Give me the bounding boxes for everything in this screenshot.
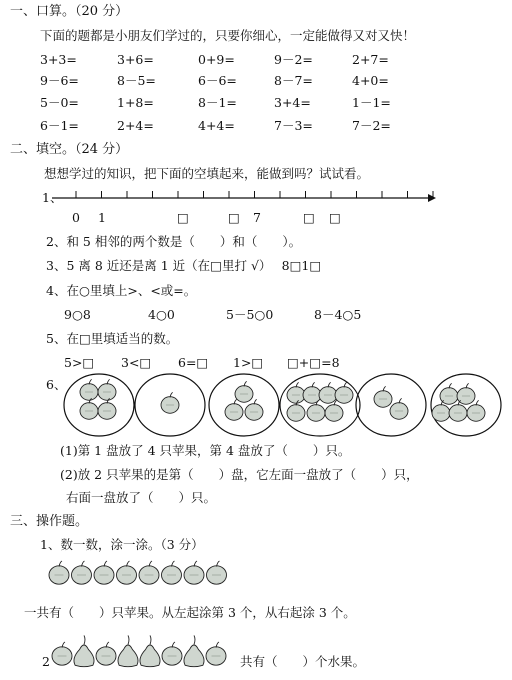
- q6-c: 右面一盘放了（ ）只。: [66, 490, 217, 505]
- arith-item: 4+4=: [198, 118, 235, 133]
- apple-icon: [374, 386, 392, 407]
- apple-icon: [98, 398, 116, 419]
- arith-item: 1－1=: [352, 95, 391, 110]
- apple-icon: [225, 399, 243, 420]
- apple-icon: [94, 561, 114, 584]
- q3-text: 3、5 离 8 近还是离 1 近（在□里打 √） 8□1□: [46, 258, 322, 273]
- plate: [356, 374, 426, 436]
- arith-item: 7－3=: [274, 118, 313, 133]
- s3-q1-answer: 一共有（ ）只苹果。从左起涂第 3 个，从右起涂 3 个。: [24, 605, 356, 620]
- fill-item: 6=□: [178, 355, 209, 370]
- apple-icon: [52, 642, 72, 665]
- q6-number: 6、: [46, 377, 67, 392]
- q1-number: 1、: [42, 190, 63, 205]
- section3-heading: 三、操作题。: [10, 514, 89, 529]
- q2-text: 2、和 5 相邻的两个数是（ ）和（ ）。: [46, 234, 302, 249]
- apple-icon: [245, 399, 263, 420]
- apple-icon: [96, 642, 116, 665]
- apple-icon: [161, 392, 179, 413]
- pear-icon: [74, 635, 94, 666]
- section1-heading: 一、口算。（20 分）: [10, 4, 129, 19]
- arith-item: 6－6=: [198, 73, 237, 88]
- apple-icon: [162, 561, 182, 584]
- apple-icon: [307, 400, 325, 421]
- number-line-arrow-icon: [428, 194, 436, 202]
- fill-item: 3<□: [121, 355, 152, 370]
- arith-item: 9－6=: [40, 73, 79, 88]
- arith-item: 7－2=: [352, 118, 391, 133]
- apple-icon: [80, 379, 98, 400]
- apple-icon: [207, 561, 227, 584]
- section1-instruction: 下面的题都是小朋友们学过的，只要你细心，一定能做得又对又快！: [40, 28, 416, 43]
- plate: [280, 374, 360, 436]
- number-line: [52, 191, 436, 202]
- s3-q1: 1、数一数，涂一涂。（3 分）: [40, 537, 204, 552]
- s3-q2-number: 2: [42, 654, 50, 669]
- arith-item: 3+3=: [40, 52, 77, 67]
- arith-item: 4+0=: [352, 73, 389, 88]
- numberline-label: 0: [72, 210, 80, 225]
- compare-item: 8－4○5: [314, 307, 362, 322]
- numberline-blank: □: [228, 210, 240, 225]
- pear-icon: [184, 635, 204, 666]
- apple-icon: [72, 561, 92, 584]
- apple-icon: [206, 642, 226, 665]
- arith-item: 2+7=: [352, 52, 389, 67]
- q6-b: (2)放 2 只苹果的是第（ ）盘，它左面一盘放了（ ）只，: [60, 467, 419, 482]
- compare-item: 5－5○0: [226, 307, 274, 322]
- arith-item: 8－1=: [198, 95, 237, 110]
- apple-icon: [235, 381, 253, 402]
- apple-icon: [390, 398, 408, 419]
- arith-item: 2+4=: [117, 118, 154, 133]
- s3-q2-answer: 共有（ ）个水果。: [240, 654, 366, 669]
- numberline-label: 1: [98, 210, 106, 225]
- arith-item: 1+8=: [117, 95, 154, 110]
- numberline-label: 7: [253, 210, 261, 225]
- plate: [64, 374, 134, 436]
- apple-icon: [319, 382, 337, 403]
- arith-item: 8－7=: [274, 73, 313, 88]
- arith-item: 0+9=: [198, 52, 235, 67]
- arith-item: 3+6=: [117, 52, 154, 67]
- apple-row: [49, 561, 227, 584]
- q4-text: 4、在○里填上>、<或=。: [46, 283, 197, 298]
- apple-icon: [139, 561, 159, 584]
- arith-item: 6－1=: [40, 118, 79, 133]
- fill-item: 1>□: [233, 355, 264, 370]
- fruit-row: [52, 635, 226, 666]
- fill-item: 5>□: [64, 355, 95, 370]
- apple-icon: [49, 561, 69, 584]
- arith-item: 3+4=: [274, 95, 311, 110]
- arith-item: 5－0=: [40, 95, 79, 110]
- compare-item: 9○8: [64, 307, 91, 322]
- apple-icon: [162, 642, 182, 665]
- section2-heading: 二、填空。（24 分）: [10, 142, 129, 157]
- pear-icon: [118, 635, 138, 666]
- compare-item: 4○0: [148, 307, 175, 322]
- plate: [209, 374, 279, 436]
- q1-intro: 想想学过的知识，把下面的空填起来，能做到吗？试试看。: [44, 166, 370, 181]
- apple-icon: [184, 561, 204, 584]
- q5-text: 5、在□里填适当的数。: [46, 331, 179, 346]
- fill-item: □+□=8: [287, 355, 340, 370]
- number-line-ticks: [76, 191, 433, 198]
- apple-icon: [98, 379, 116, 400]
- q4-items: [64, 307, 512, 323]
- q5-items: [64, 355, 512, 371]
- arith-item: 9－2=: [274, 52, 313, 67]
- arith-item: 8－5=: [117, 73, 156, 88]
- pear-icon: [140, 635, 160, 666]
- q6-a: (1)第 1 盘放了 4 只苹果，第 4 盘放了（ ）只。: [60, 443, 351, 458]
- numberline-blank: □: [329, 210, 341, 225]
- apple-icon: [117, 561, 137, 584]
- numberline-blank: □: [303, 210, 315, 225]
- apple-plates: [64, 374, 501, 436]
- numberline-blank: □: [177, 210, 189, 225]
- apple-icon: [80, 398, 98, 419]
